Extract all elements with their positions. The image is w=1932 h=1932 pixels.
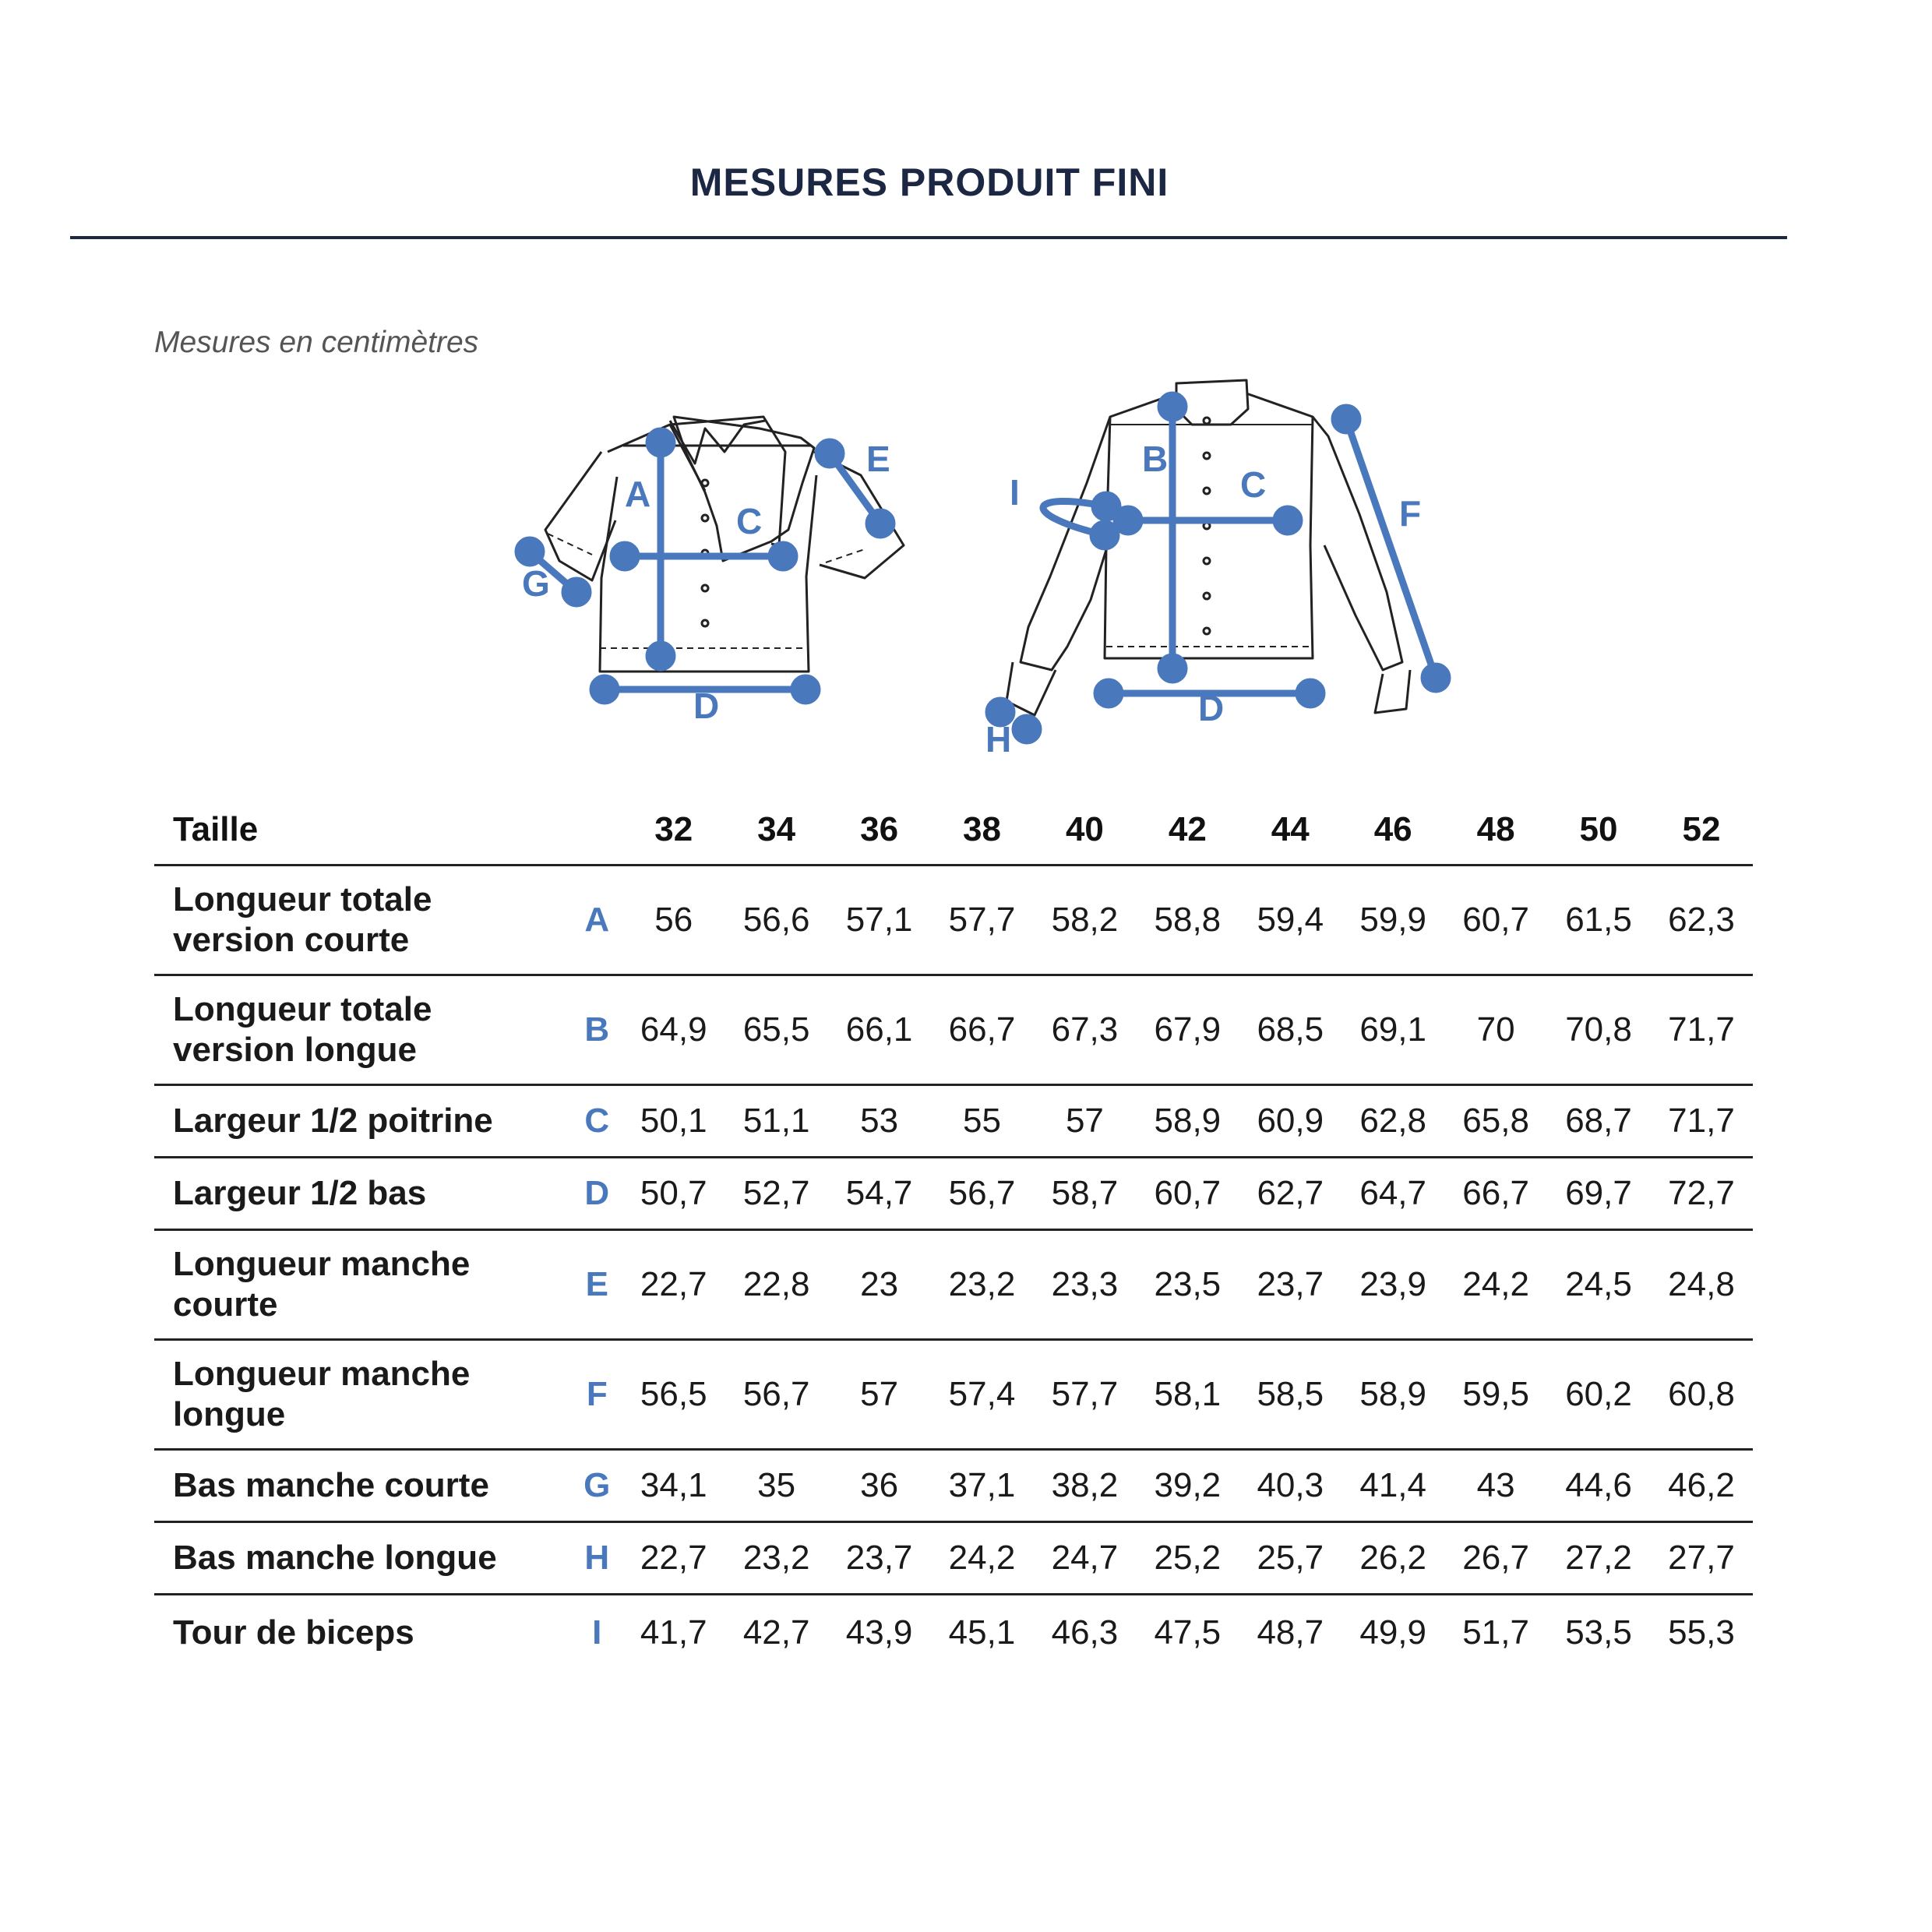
unit-note: Mesures en centimètres	[154, 326, 479, 359]
measurement-value: 23	[828, 1230, 931, 1340]
measurement-value: 52,7	[725, 1158, 828, 1230]
measurement-value: 57,1	[828, 866, 931, 975]
measurement-value: 24,2	[931, 1522, 1034, 1595]
measurement-value: 57	[828, 1340, 931, 1450]
page-title: MESURES PRODUIT FINI	[689, 160, 1169, 204]
measurement-value: 51,1	[725, 1085, 828, 1158]
measurement-value: 24,5	[1547, 1230, 1650, 1340]
measurement-value: 58,5	[1239, 1340, 1341, 1450]
measurement-value: 42,7	[742, 1613, 810, 1652]
measurement-value: 65,5	[725, 975, 828, 1085]
size-header: 48	[1444, 795, 1547, 866]
measurement-value: 59,9	[1341, 866, 1444, 975]
measurement-value: 36	[828, 1450, 931, 1522]
measurement-name: Largeur 1/2 bas	[154, 1158, 572, 1230]
short-sleeve-shirt-illustration	[545, 417, 904, 678]
measurement-letter: D	[572, 1158, 622, 1230]
table-row	[154, 866, 1753, 975]
measurement-value: 56	[622, 866, 725, 975]
diagram-label-c-long: C	[1240, 464, 1267, 505]
diagram-label-h: H	[985, 719, 1012, 760]
measurement-value: 72,7	[1650, 1158, 1753, 1230]
measurement-value: 58,8	[1136, 866, 1239, 975]
measurement-value: 26,2	[1341, 1522, 1444, 1595]
table-row	[154, 1340, 1753, 1450]
measurement-value: 43	[1444, 1450, 1547, 1522]
measurement-value: 65,8	[1444, 1085, 1547, 1158]
diagram-label-i: I	[1010, 472, 1020, 513]
measurement-name: Largeur 1/2 poitrine	[154, 1085, 572, 1158]
table-row	[154, 1595, 1753, 1670]
measurement-value: 60,7	[1444, 866, 1547, 975]
measurement-value: 67,3	[1033, 975, 1136, 1085]
measurement-value: 45,1	[948, 1613, 1016, 1652]
measurement-value: 24,7	[1033, 1522, 1136, 1595]
measurement-value: 57	[1033, 1085, 1136, 1158]
measurement-value: 40,3	[1239, 1450, 1341, 1522]
measurement-value: 61,5	[1547, 866, 1650, 975]
measurement-value: 23,5	[1136, 1230, 1239, 1340]
measurement-value: 27,7	[1650, 1522, 1753, 1595]
measurement-value: 62,7	[1239, 1158, 1341, 1230]
measurement-value: 57,7	[931, 866, 1034, 975]
measurement-value: 24,2	[1444, 1230, 1547, 1340]
diagram-label-d-short: D	[693, 686, 720, 726]
measurement-value: 62,8	[1341, 1085, 1444, 1158]
diagram-label-e: E	[866, 439, 890, 479]
size-header: 40	[1033, 795, 1136, 866]
measurement-value: 47,5	[1154, 1613, 1222, 1652]
measurement-value: 68,5	[1239, 975, 1341, 1085]
measurement-value: 70	[1444, 975, 1547, 1085]
table-row	[154, 1085, 1753, 1158]
measurement-value: 64,9	[622, 975, 725, 1085]
measurement-value: 54,7	[828, 1158, 931, 1230]
measurement-value: 70,8	[1547, 975, 1650, 1085]
size-header: 42	[1136, 795, 1239, 866]
diagram-label-f: F	[1399, 493, 1422, 534]
measurement-value: 59,5	[1444, 1340, 1547, 1450]
measurement-value: 25,2	[1136, 1522, 1239, 1595]
measurement-value: 57,4	[931, 1340, 1034, 1450]
measurement-value: 23,3	[1033, 1230, 1136, 1340]
measurement-value: 22,8	[725, 1230, 828, 1340]
measurement-value: 66,7	[1444, 1158, 1547, 1230]
measurement-value: 53,5	[1565, 1613, 1632, 1652]
measurement-value: 25,7	[1239, 1522, 1341, 1595]
measurement-value: 46,3	[1051, 1613, 1119, 1652]
measurement-value: 56,6	[725, 866, 828, 975]
measurement-value: 57,7	[1033, 1340, 1136, 1450]
measurement-name: Longueur manche courte	[154, 1230, 572, 1340]
measurement-value: 58,1	[1136, 1340, 1239, 1450]
measurement-value: 35	[725, 1450, 828, 1522]
measurement-value: 26,7	[1444, 1522, 1547, 1595]
measurement-value: 58,9	[1136, 1085, 1239, 1158]
measurement-value: 46,2	[1650, 1450, 1753, 1522]
measurement-value: 71,7	[1650, 1085, 1753, 1158]
table-row	[154, 1230, 1753, 1340]
measurement-value: 60,2	[1547, 1340, 1650, 1450]
measurement-name: Longueur totale version longue	[154, 975, 572, 1085]
measurement-value: 60,7	[1136, 1158, 1239, 1230]
measurement-name: Longueur manche longue	[154, 1340, 572, 1450]
measurement-value: 69,1	[1341, 975, 1444, 1085]
measurement-value: 60,8	[1650, 1340, 1753, 1450]
size-header: 50	[1547, 795, 1650, 866]
size-header: 52	[1650, 795, 1753, 866]
measurement-value: 44,6	[1547, 1450, 1650, 1522]
measurement-value: 41,4	[1341, 1450, 1444, 1522]
size-header-row	[154, 795, 1753, 866]
measurement-value: 23,7	[828, 1522, 931, 1595]
measurement-value: 59,4	[1239, 866, 1341, 975]
table-row	[154, 975, 1753, 1085]
table-row	[154, 1158, 1753, 1230]
measurement-value: 23,9	[1341, 1230, 1444, 1340]
measurement-value: 23,7	[1239, 1230, 1341, 1340]
measurement-value: 24,8	[1650, 1230, 1753, 1340]
diagram-label-b: B	[1142, 439, 1169, 479]
measurement-value: 22,7	[622, 1230, 725, 1340]
measurement-value: 27,2	[1547, 1522, 1650, 1595]
diagram-label-d-long: D	[1198, 688, 1225, 728]
measurement-value: 23,2	[725, 1522, 828, 1595]
measurement-value: 37,1	[931, 1450, 1034, 1522]
size-chart-table	[154, 795, 1753, 1669]
size-header: 38	[931, 795, 1034, 866]
measurement-value: 48,7	[1257, 1613, 1324, 1652]
measurement-value: 71,7	[1650, 975, 1753, 1085]
measurement-value: 58,2	[1033, 866, 1136, 975]
size-header: 44	[1239, 795, 1341, 866]
diagram-label-g: G	[522, 563, 550, 604]
measurement-value: 51,7	[1462, 1613, 1529, 1652]
measurement-letter: B	[572, 975, 622, 1085]
measurement-value: 22,7	[622, 1522, 725, 1595]
measurement-value: 50,1	[622, 1085, 725, 1158]
diagram-label-c-short: C	[736, 501, 763, 541]
measurement-value: 50,7	[622, 1158, 725, 1230]
measurement-name: Longueur totale version courte	[154, 866, 572, 975]
measurement-letter: I	[592, 1613, 602, 1652]
size-header: 34	[725, 795, 828, 866]
measurement-letter: A	[572, 866, 622, 975]
measurement-letter: C	[572, 1085, 622, 1158]
size-header-label: Taille	[154, 795, 572, 866]
measurement-value: 64,7	[1341, 1158, 1444, 1230]
size-header: 36	[828, 795, 931, 866]
measurement-value: 56,7	[725, 1340, 828, 1450]
measurement-name: Bas manche longue	[154, 1522, 572, 1595]
measurement-value: 55,3	[1668, 1613, 1735, 1652]
measurement-name: Tour de biceps	[173, 1613, 414, 1652]
measurement-value: 55	[931, 1085, 1034, 1158]
measurement-value: 58,9	[1341, 1340, 1444, 1450]
measurement-value: 39,2	[1136, 1450, 1239, 1522]
size-chart-body	[154, 866, 1753, 1670]
measurement-value: 49,9	[1359, 1613, 1426, 1652]
size-header: 32	[622, 795, 725, 866]
measurement-value: 23,2	[931, 1230, 1034, 1340]
size-header: 46	[1341, 795, 1444, 866]
measurement-letter: E	[572, 1230, 622, 1340]
measurement-value: 66,1	[828, 975, 931, 1085]
measurement-value: 67,9	[1136, 975, 1239, 1085]
letter-header	[572, 795, 622, 866]
measurement-value: 62,3	[1650, 866, 1753, 975]
measurement-value: 53	[828, 1085, 931, 1158]
measurement-letter: F	[572, 1340, 622, 1450]
table-row	[154, 1522, 1753, 1595]
measurement-value: 69,7	[1547, 1158, 1650, 1230]
measurement-value: 56,5	[622, 1340, 725, 1450]
measurement-value: 56,7	[931, 1158, 1034, 1230]
measurement-value: 68,7	[1547, 1085, 1650, 1158]
diagram-label-a: A	[625, 474, 651, 514]
measurement-letter: H	[572, 1522, 622, 1595]
garment-diagrams	[0, 0, 1932, 779]
measurement-value: 58,7	[1033, 1158, 1136, 1230]
measurement-value: 66,7	[931, 975, 1034, 1085]
table-row	[154, 1450, 1753, 1522]
measurement-value: 43,9	[845, 1613, 913, 1652]
measurement-value: 34,1	[622, 1450, 725, 1522]
measurement-letter: G	[572, 1450, 622, 1522]
measurement-value: 60,9	[1239, 1085, 1341, 1158]
measurement-value: 41,7	[640, 1613, 707, 1652]
measurement-name: Bas manche courte	[154, 1450, 572, 1522]
measurement-value: 38,2	[1033, 1450, 1136, 1522]
